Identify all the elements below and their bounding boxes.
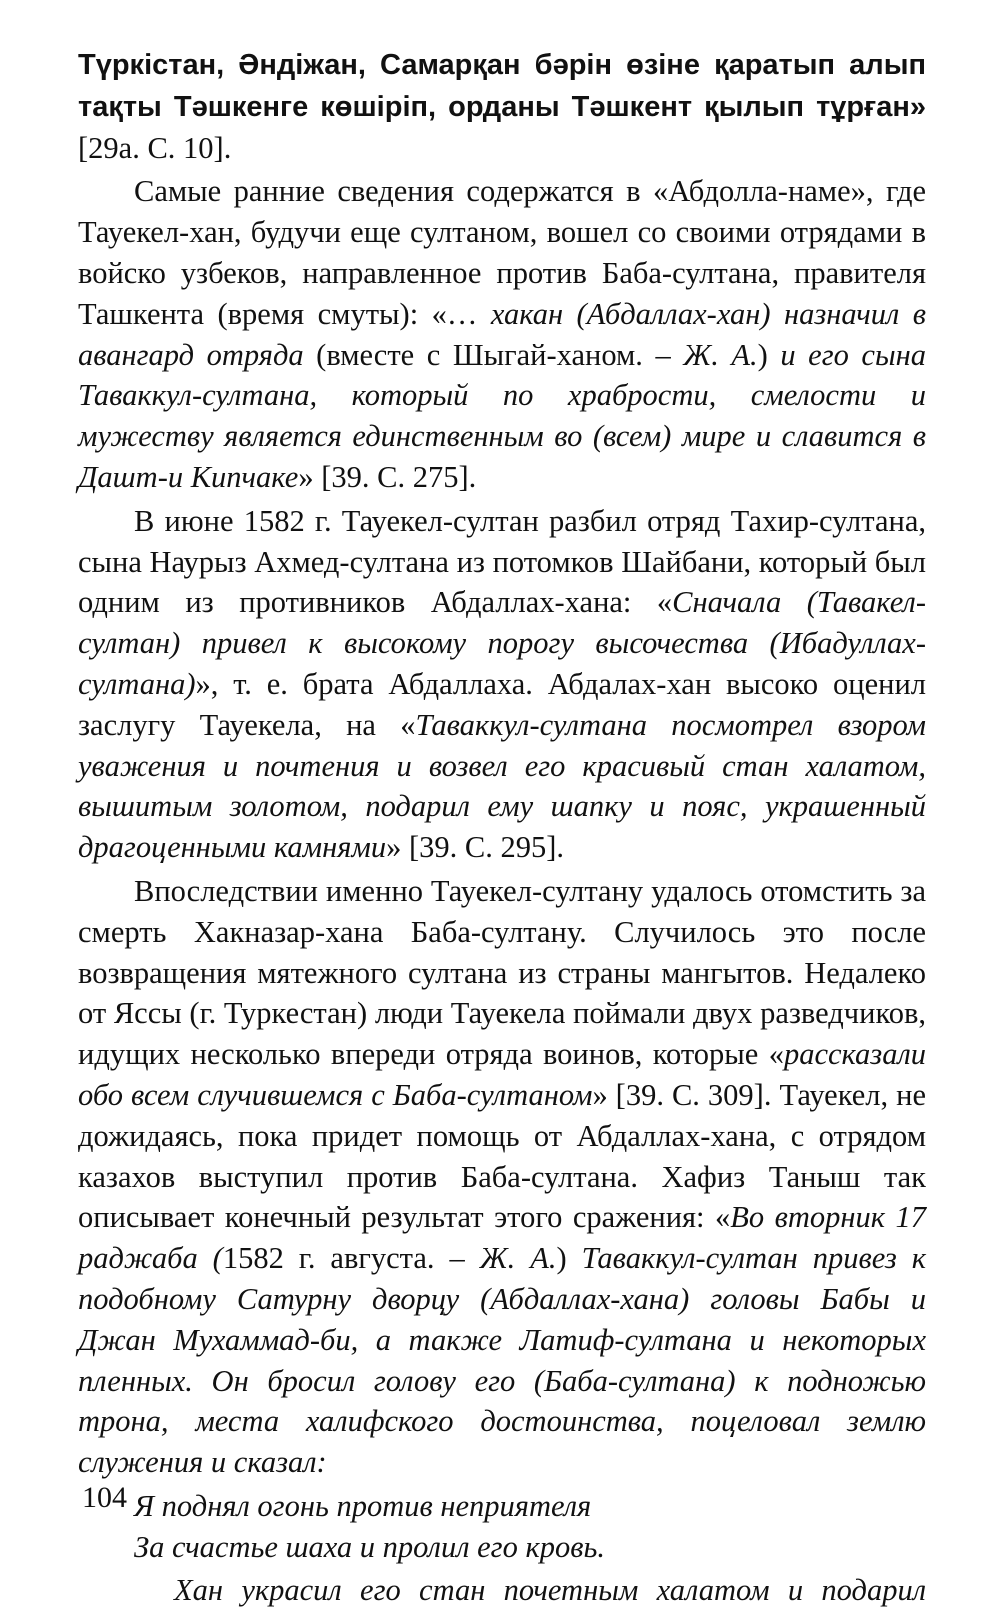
text-run: » [39. С. 309]. Тауекел, не дожидаясь, пока придет помощь от Абдаллах-хана, с отрядом казахов выступил против Баба-султана. Хафиз Таныш так описывает конечный результат этого сражения: « bbox=[78, 1077, 926, 1235]
italic-initials: Ж. А. bbox=[479, 1241, 557, 1276]
italic-quote: и его сына Таваккул-султана, который по храбрости, смелости и мужеству является единственным во (всем) мире и славится в Дашт-и Кипчаке bbox=[78, 337, 926, 494]
citation: [29а. С. 10]. bbox=[78, 130, 232, 165]
paragraph-abdolla-name bbox=[78, 171, 926, 497]
italic-quote: Таваккул-султана посмотрел взором уважения и почтения и возвел его красивый стан халатом, вышитым золотом, подарил ему шапку и пояс, украшенный драгоценными камнями bbox=[78, 707, 927, 865]
body-text bbox=[78, 44, 926, 1614]
text-run: ) bbox=[556, 1241, 582, 1276]
paragraph-revenge bbox=[78, 871, 926, 1483]
kazakh-quote: Түркістан, Әндіжан, Самарқан бәрін өзіне қаратып алып тақты Тәшкенге көшіріп, орданы Тәшкент қылып тұрған» bbox=[78, 49, 926, 123]
italic-quote: Сначала (Тавакел-султан) привел к высокому порогу высочества (Ибадуллах-султана) bbox=[78, 585, 926, 701]
text-run: Самые ранние сведения содержатся в «Абдолла-наме», где Тауекел-хан, будучи еще султаном, вошел со своими отрядами в войско узбеков, направленное против Баба-султана, правителя Ташкента (время смуты): «… bbox=[78, 174, 926, 331]
verse-line: Я поднял огонь против неприятеля bbox=[134, 1488, 592, 1523]
italic-quote: Во вторник 17 раджаба ( bbox=[78, 1200, 927, 1276]
text-run: В июне 1582 г. Тауекел-султан разбил отряд Тахир-султана, сына Наурыз Ахмед-султана из потомков Шайбани, который был одним из противников Абдаллах-хана: « bbox=[78, 503, 926, 620]
citation: » [39. С. 295]. bbox=[386, 830, 565, 865]
text-run: Впоследствии именно Тауекел-султану удалось отомстить за смерть Хакназар-хана Баба-султану. Случилось это после возвращения мятежного султана из страны мангытов. Недалеко от Яссы (г. Туркестан) люди Тауекела поймали двух разведчиков, идущих несколько впереди отряда воинов, которые « bbox=[78, 873, 926, 1072]
paragraph-june-1582 bbox=[78, 501, 926, 868]
text-run: (вместе с Шыгай-ханом. – bbox=[303, 337, 684, 372]
text-run: », т. е. брата Абдаллаха. Абдалах-хан высоко оценил заслугу Тауекела, на « bbox=[78, 666, 926, 742]
italic-quote: хакан (Абдаллах-хан) назначил в авангард отряда bbox=[78, 296, 926, 372]
closing-line: Хан украсил его стан почетным халатом и подарил bbox=[174, 1573, 926, 1608]
citation: » [39. С. 275]. bbox=[298, 459, 477, 494]
italic-initials: Ж. А. bbox=[683, 337, 758, 372]
text-run: 1582 г. августа. – bbox=[222, 1241, 480, 1276]
italic-quote: рассказали обо всем случившемся с Баба-султаном bbox=[78, 1037, 926, 1112]
page-number: 104 bbox=[82, 1481, 127, 1514]
verse bbox=[78, 1486, 926, 1568]
paragraph-kazakh-quote bbox=[78, 44, 926, 168]
verse-line: За счастье шаха и пролил его кровь. bbox=[134, 1529, 605, 1564]
text-run: ) bbox=[757, 337, 781, 372]
italic-quote: Таваккул-султан привез к подобному Сатурну дворцу (Абдаллах-хана) головы Бабы и Джан Мухаммад-би, а также Латиф-султана и некоторых пленных. Он бросил голову его (Баба-султана) к подножью трона, места халифского достоинства, поцеловал землю служения и сказал: bbox=[78, 1241, 926, 1480]
